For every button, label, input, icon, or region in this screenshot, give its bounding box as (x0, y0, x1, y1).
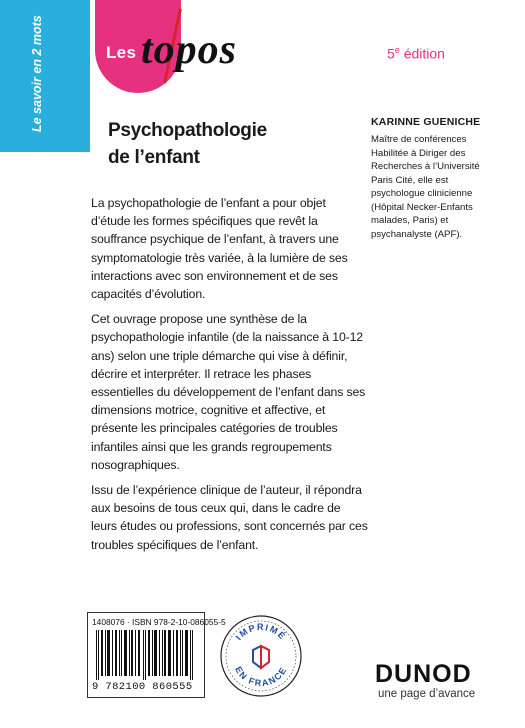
series-slogan: Le savoir en 2 mots (30, 15, 44, 132)
printed-in-france-seal (219, 614, 303, 698)
author-name: KARINNE GUENICHE (371, 116, 481, 128)
author-bio: Maître de conférences Habilitée à Diriger des Recherches à l’Université Paris Cité, elle est psychologue clinicienne (Hôpital Necker-Enfants malades, Paris) et psychanalyste (APF). (371, 134, 480, 240)
edition-suffix: e (394, 45, 400, 55)
blurb-paragraph-3: Issu de l’expérience clinique de l’auteur, il répondra aux besoins de tous ceux qui, dans le cadre de leurs études ou professions, sont concernés par ces troubles spécifiques de l’enfant. (91, 483, 368, 552)
blurb (91, 194, 368, 561)
barcode-digits: 9 782100 860555 (92, 681, 193, 693)
series-logo-prefix: Les (106, 43, 137, 62)
edition-word: édition (399, 45, 445, 62)
book-title-line2: de l’enfant (108, 147, 200, 168)
blurb-paragraph-2: Cet ouvrage propose une synthèse de la psychopathologie infantile (de la naissance à 10-12 ans) selon une triple démarche qui vise à définir, décrire et interpréter. Il retrace les phases essentielles du développement de l’enfant dans ses dimensions motrice, cognitive et affective, et présente les principales catégories de troubles infantiles ainsi que les grands regroupements nosographiques. (91, 312, 366, 472)
series-logo-name: topos (141, 27, 238, 73)
barcode-bars (92, 630, 200, 680)
barcode (87, 612, 226, 698)
series-band (0, 0, 90, 152)
edition-number: 5 (387, 45, 395, 62)
seal-bottom-text: EN FRANCE (233, 664, 289, 689)
publisher-tagline: une page d’avance (378, 688, 476, 700)
publisher-logo: DUNOD (375, 660, 472, 688)
seal-top-text: IMPRIMÉ (233, 622, 289, 643)
edition-label (387, 45, 445, 62)
blurb-paragraph-1: La psychopathologie de l’enfant a pour objet d’étude les formes spécifiques que revêt la souffrance psychique de l’enfant, à travers une symptomatologie très variée, à la lumière de ses interactions avec son environnement et de ses capacités d’évolution. (91, 196, 348, 302)
book-title-line1: Psychopathologie (108, 120, 267, 141)
isbn-label: 1408076 · ISBN 978-2-10-086055-5 (92, 617, 226, 627)
